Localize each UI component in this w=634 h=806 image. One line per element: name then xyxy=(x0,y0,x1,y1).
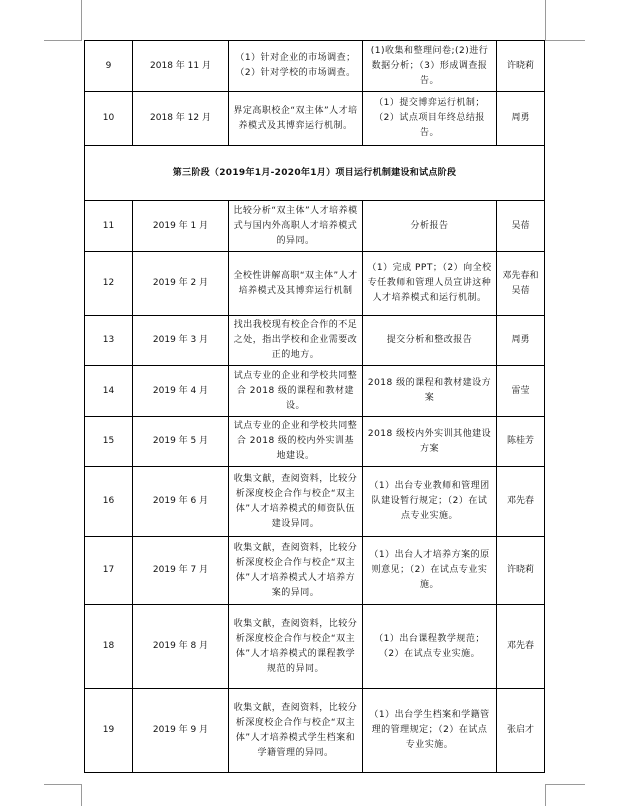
row-task: 界定高职校企“双主体”人才培养模式及其博弈运行机制。 xyxy=(229,92,363,146)
table-row xyxy=(85,689,545,773)
row-person: 邓先春和吴蓓 xyxy=(497,252,545,316)
crop-mark-bottom-left-h xyxy=(44,784,82,785)
row-number: 12 xyxy=(85,252,133,316)
row-number: 10 xyxy=(85,92,133,146)
table-row xyxy=(85,92,545,146)
row-person: 张启才 xyxy=(497,689,545,773)
row-number: 11 xyxy=(85,201,133,252)
row-number: 14 xyxy=(85,366,133,417)
row-date: 2019 年 1 月 xyxy=(133,201,229,252)
row-task: 收集文献，查阅资料，比较分析深度校企合作与校企“双主体”人才培养模式的师资队伍建设异同。 xyxy=(229,467,363,537)
row-task: 找出我校现有校企合作的不足之处，指出学校和企业需要改正的地方。 xyxy=(229,316,363,366)
row-date: 2019 年 7 月 xyxy=(133,537,229,605)
table-row xyxy=(85,201,545,252)
row-result: (1)收集和整理问卷;(2)进行数据分析；（3）形成调查报告。 xyxy=(363,41,497,92)
row-number: 15 xyxy=(85,417,133,467)
row-task: 收集文献，查阅资料，比较分析深度校企合作与校企“双主体”人才培养模式的课程教学规范的异同。 xyxy=(229,605,363,689)
row-date: 2019 年 2 月 xyxy=(133,252,229,316)
row-date: 2019 年 5 月 xyxy=(133,417,229,467)
table-row xyxy=(85,252,545,316)
crop-mark-top-left-h xyxy=(44,40,82,41)
table-row xyxy=(85,366,545,417)
row-date: 2018 年 11 月 xyxy=(133,41,229,92)
table-row xyxy=(85,41,545,92)
stage-title: 第三阶段（2019年1月-2020年1月）项目运行机制建设和试点阶段 xyxy=(85,146,545,201)
row-task: 全校性讲解高职“双主体”人才培养模式及其博弈运行机制 xyxy=(229,252,363,316)
row-person: 陈桂芳 xyxy=(497,417,545,467)
table-row xyxy=(85,605,545,689)
row-result: 分析报告 xyxy=(363,201,497,252)
table-row xyxy=(85,467,545,537)
row-number: 13 xyxy=(85,316,133,366)
row-person: 雷莹 xyxy=(497,366,545,417)
row-number: 9 xyxy=(85,41,133,92)
row-person: 许晓莉 xyxy=(497,41,545,92)
row-number: 18 xyxy=(85,605,133,689)
row-number: 17 xyxy=(85,537,133,605)
row-person: 吴蓓 xyxy=(497,201,545,252)
row-person: 周勇 xyxy=(497,316,545,366)
row-result: （1）出台人才培养方案的原则意见；（2）在试点专业实施。 xyxy=(363,537,497,605)
row-date: 2019 年 4 月 xyxy=(133,366,229,417)
row-task: （1）针对企业的市场调查；（2）针对学校的市场调查。 xyxy=(229,41,363,92)
row-person: 许晓莉 xyxy=(497,537,545,605)
crop-mark-bottom-right-h xyxy=(545,784,585,785)
crop-mark-bottom-left-v xyxy=(81,784,82,806)
row-person: 邓先春 xyxy=(497,467,545,537)
row-date: 2018 年 12 月 xyxy=(133,92,229,146)
row-result: 2018 级校内外实训其他建设方案 xyxy=(363,417,497,467)
row-task: 收集文献，查阅资料，比较分析深度校企合作与校企“双主体”人才培养模式学生档案和学籍管理的异同。 xyxy=(229,689,363,773)
crop-mark-top-right-h xyxy=(545,40,585,41)
row-date: 2019 年 8 月 xyxy=(133,605,229,689)
row-task: 比较分析“双主体”人才培养模式与国内外高职人才培养模式的异同。 xyxy=(229,201,363,252)
row-number: 19 xyxy=(85,689,133,773)
table-row xyxy=(85,417,545,467)
row-result: （1）提交博弈运行机制；（2）试点项目年终总结报告。 xyxy=(363,92,497,146)
row-result: 提交分析和整改报告 xyxy=(363,316,497,366)
table-row xyxy=(85,537,545,605)
table-row xyxy=(85,316,545,366)
crop-mark-top-right-v xyxy=(545,0,546,40)
row-result: 2018 级的课程和教材建设方案 xyxy=(363,366,497,417)
stage-header-row xyxy=(85,146,545,201)
project-schedule-table xyxy=(84,40,545,773)
row-date: 2019 年 9 月 xyxy=(133,689,229,773)
row-person: 邓先春 xyxy=(497,605,545,689)
row-result: （1）出台专业教师和管理团队建设暂行规定；（2）在试点专业实施。 xyxy=(363,467,497,537)
row-result: （1）完成 PPT；（2）向全校专任教师和管理人员宣讲这种人才培养模式和运行机制。 xyxy=(363,252,497,316)
crop-mark-bottom-right-v xyxy=(545,784,546,806)
row-result: （1）出台学生档案和学籍管理的管理规定；（2）在试点专业实施。 xyxy=(363,689,497,773)
row-task: 试点专业的企业和学校共同整合 2018 级的课程和教材建设。 xyxy=(229,366,363,417)
row-person: 周勇 xyxy=(497,92,545,146)
row-task: 试点专业的企业和学校共同整合 2018 级的校内外实训基地建设。 xyxy=(229,417,363,467)
row-number: 16 xyxy=(85,467,133,537)
row-result: （1）出台课程教学规范；（2）在试点专业实施。 xyxy=(363,605,497,689)
row-date: 2019 年 3 月 xyxy=(133,316,229,366)
crop-mark-top-left-v xyxy=(81,0,82,40)
row-task: 收集文献，查阅资料，比较分析深度校企合作与校企“双主体”人才培养模式人才培养方案的异同。 xyxy=(229,537,363,605)
row-date: 2019 年 6 月 xyxy=(133,467,229,537)
